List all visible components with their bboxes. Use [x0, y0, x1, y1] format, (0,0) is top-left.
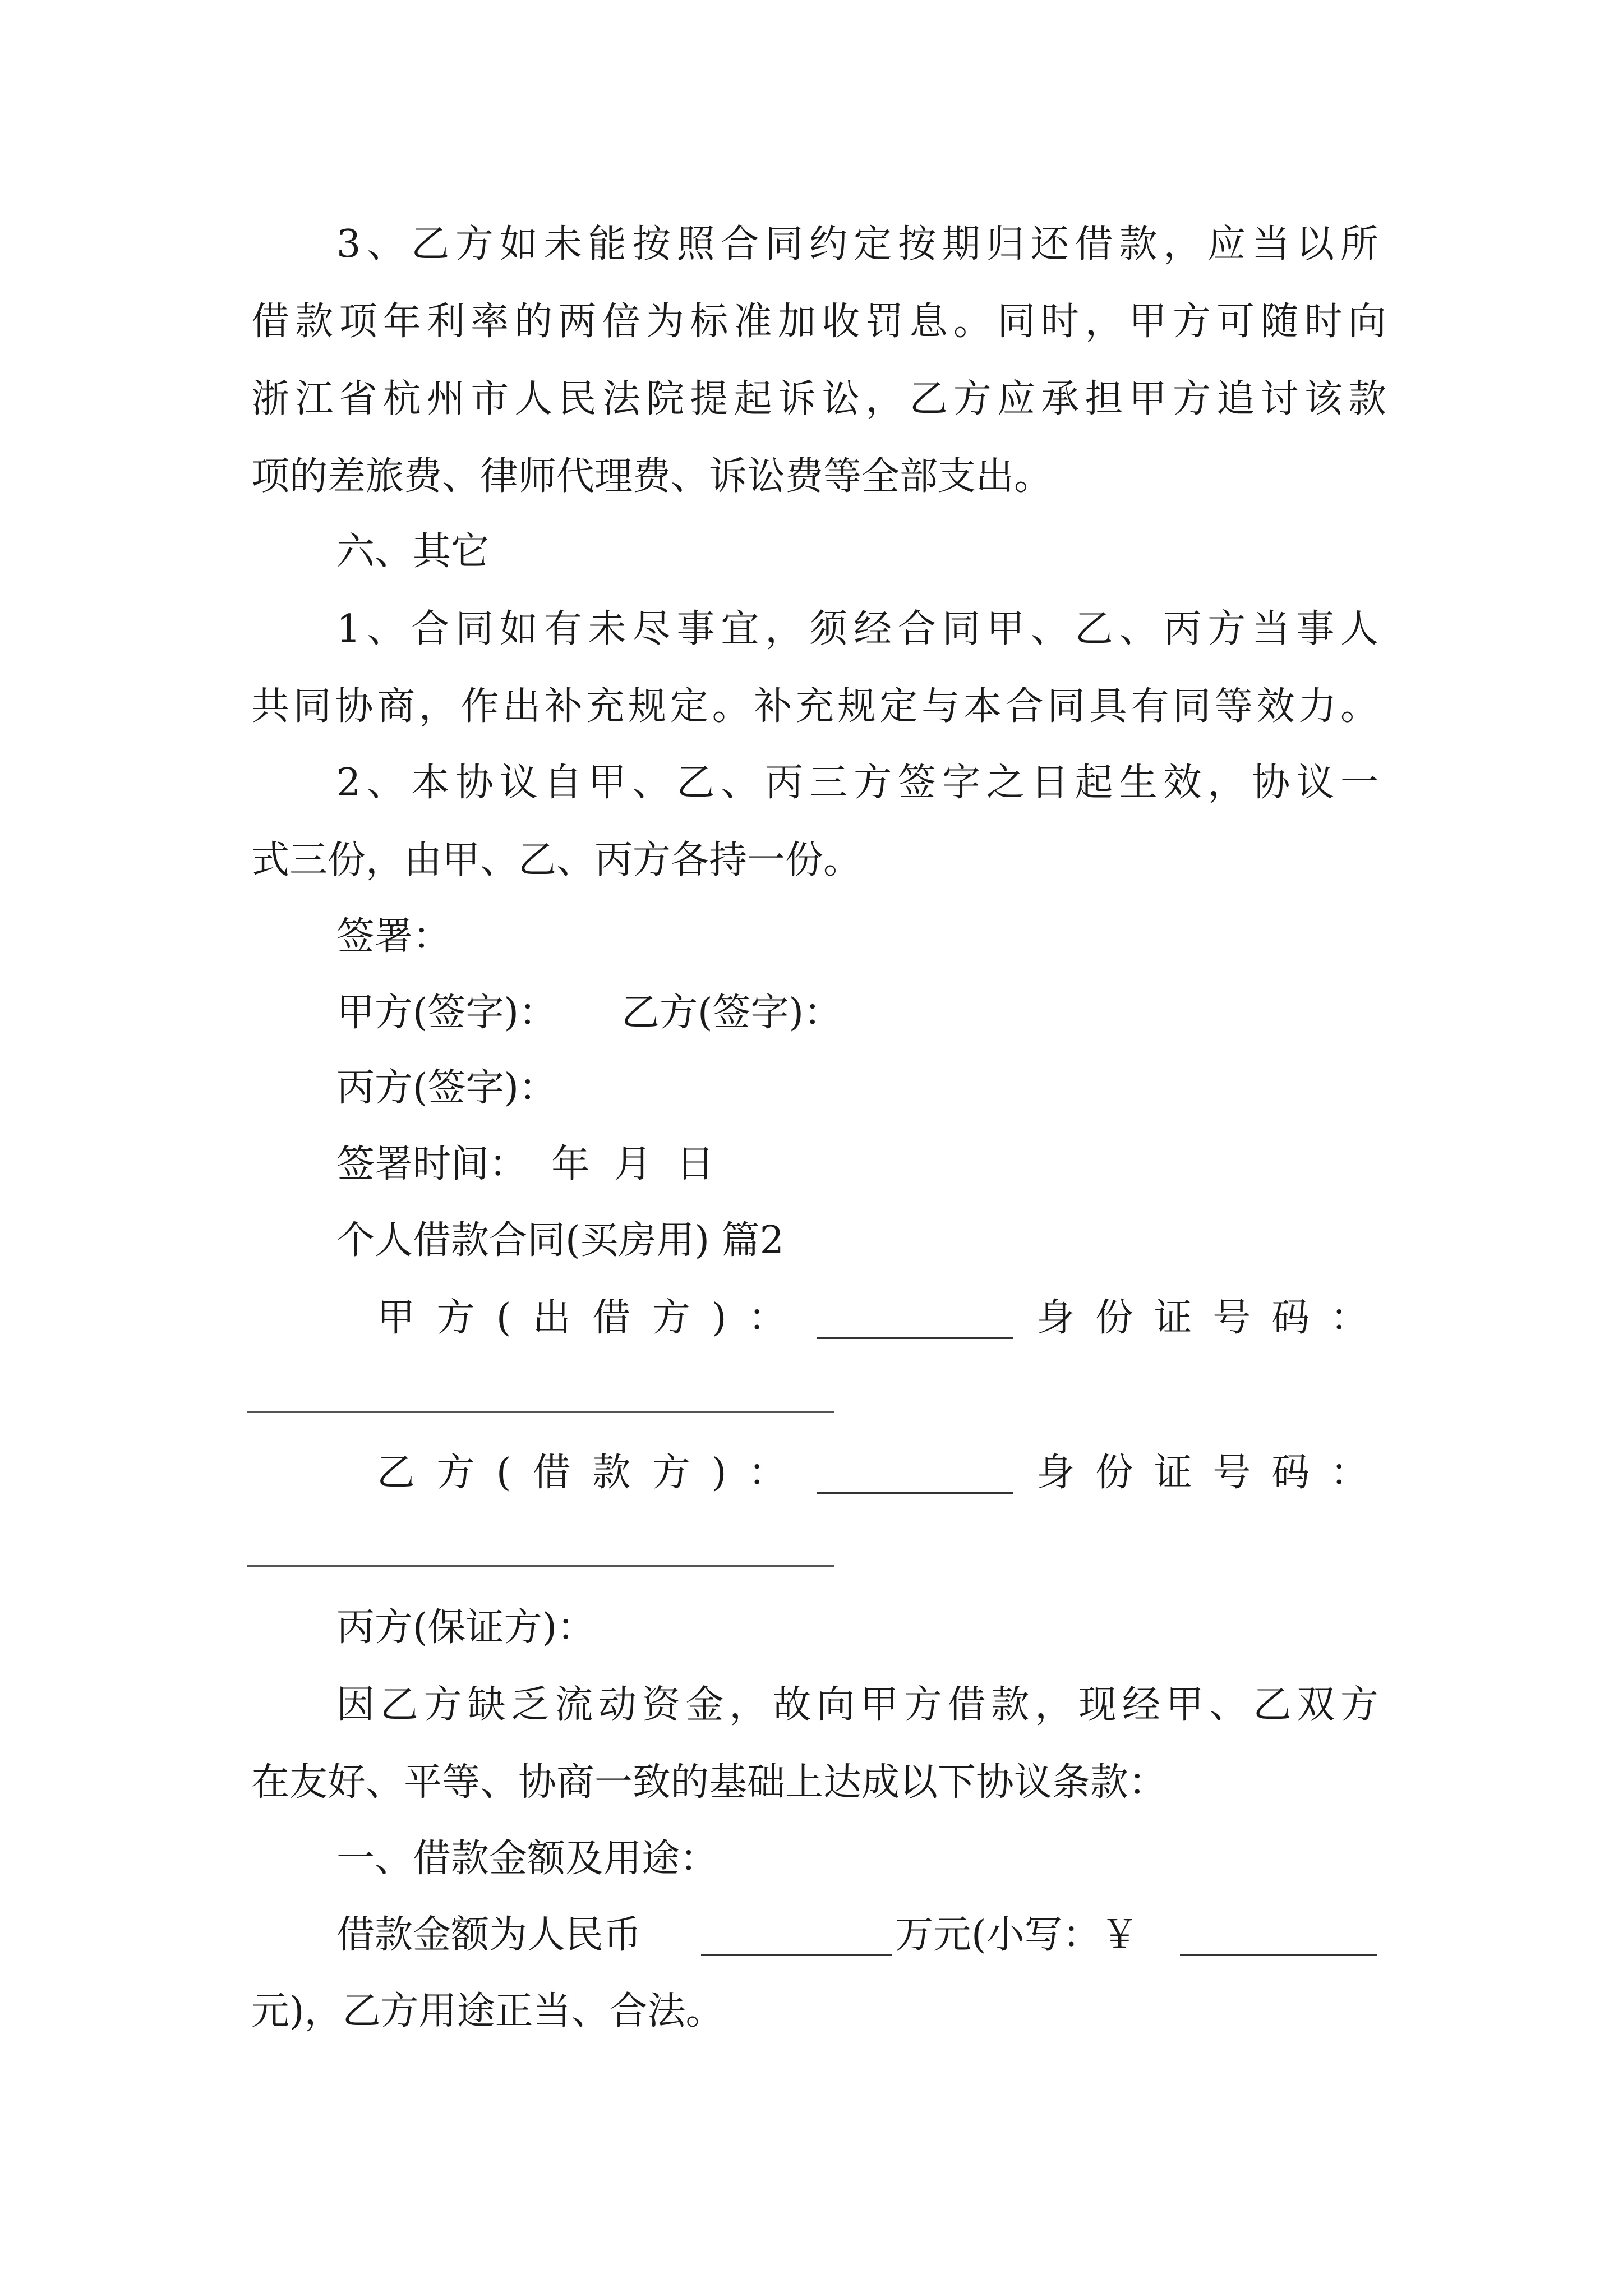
borrower-id-blank: [247, 1565, 834, 1567]
guarantor-label: 丙方(保证方)：: [336, 1605, 596, 1650]
lender-label: 甲方(出借方)：: [377, 1296, 786, 1340]
section-1-title: 一、借款金额及用途：: [336, 1837, 718, 1881]
clause-6-1-line-2: 共同协商，作出补充规定。补充规定与本合同具有同等效力。: [251, 684, 1378, 729]
sign-time: 签署时间： 年 月 日: [336, 1142, 714, 1186]
sign-party-c: 丙方(签字)：: [336, 1066, 557, 1110]
borrower-id-label: 身份证号码：: [1036, 1451, 1368, 1495]
signature-title: 签署：: [336, 914, 451, 959]
sign-party-a: 甲方(签字)：: [336, 991, 557, 1035]
lender-id-label: 身份证号码：: [1036, 1296, 1368, 1340]
clause-5-3-line-1: 3、乙方如未能按照合同约定按期归还借款，应当以所: [336, 222, 1378, 266]
amount-unit: 万元(小写：￥: [895, 1913, 1139, 1957]
borrower-name-blank: [817, 1492, 1013, 1494]
clause-6-2-line-2: 式三份，由甲、乙、丙方各持一份。: [251, 838, 862, 882]
clause-6-2-line-1: 2、本协议自甲、乙、丙三方签字之日起生效，协议一: [336, 761, 1378, 805]
amount-blank: [701, 1954, 892, 1956]
clause-5-3-line-3: 浙江省杭州市人民法院提起诉讼，乙方应承担甲方追讨该款: [251, 377, 1386, 421]
clause-6-1-line-1: 1、合同如有未尽事宜，须经合同甲、乙、丙方当事人: [336, 607, 1378, 651]
lender-id-blank: [247, 1411, 834, 1413]
lender-name-blank: [817, 1337, 1013, 1339]
amount-prefix: 借款金额为人民币: [336, 1913, 642, 1957]
amount-suffix: 元)，乙方用途正当、合法。: [251, 1989, 724, 2033]
clause-5-3-line-2: 借款项年利率的两倍为标准加收罚息。同时，甲方可随时向: [251, 300, 1386, 344]
borrower-label: 乙方(借款方)：: [377, 1451, 786, 1495]
preamble-line-2: 在友好、平等、协商一致的基础上达成以下协议条款：: [251, 1760, 1167, 1805]
contract-2-title: 个人借款合同(买房用) 篇2: [336, 1218, 784, 1263]
preamble-line-1: 因乙方缺乏流动资金，故向甲方借款，现经甲、乙双方: [336, 1683, 1378, 1727]
amount-figure-blank: [1180, 1954, 1377, 1956]
section-6-title: 六、其它: [336, 530, 490, 574]
sign-party-b: 乙方(签字)：: [621, 991, 842, 1035]
clause-5-3-line-4: 项的差旅费、律师代理费、诉讼费等全部支出。: [251, 454, 1053, 499]
